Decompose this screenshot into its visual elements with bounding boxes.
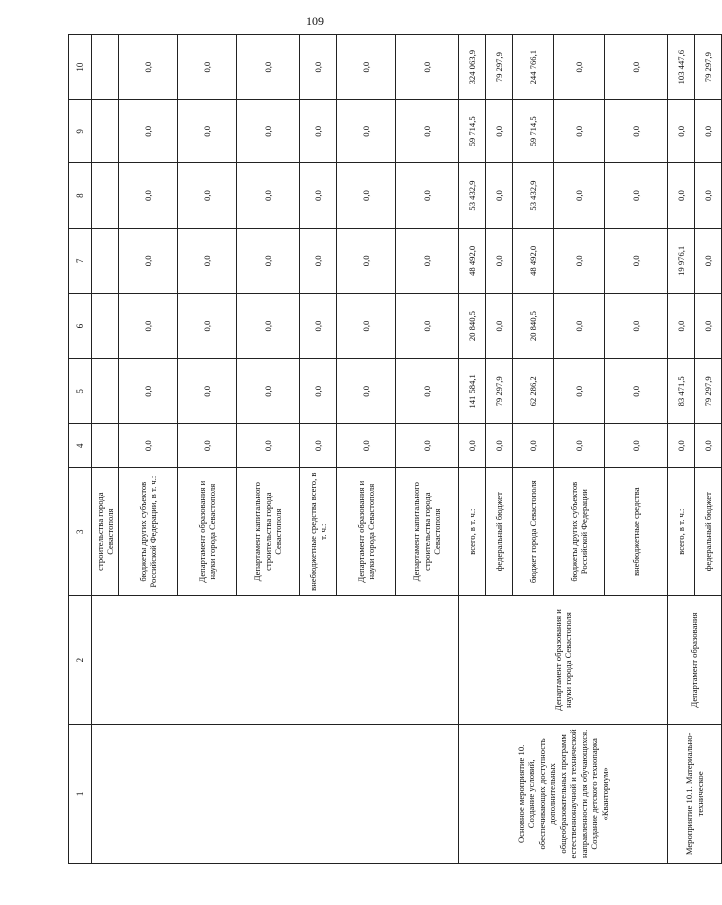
- value-cell: 0,0: [178, 163, 237, 228]
- value-cell: 0,0: [513, 424, 554, 468]
- value-cell: 0,0: [300, 359, 337, 424]
- value-cell: 0,0: [396, 228, 459, 293]
- header-cell: 3: [69, 468, 92, 596]
- table-row: [459, 35, 486, 864]
- value-cell: 0,0: [119, 359, 178, 424]
- source-cell: бюджеты других субъектов Российской Федерации: [554, 468, 605, 596]
- value-cell: 53 432,9: [459, 163, 486, 228]
- value-cell: 79 297,9: [695, 359, 722, 424]
- value-cell: 0,0: [605, 228, 668, 293]
- value-cell: [92, 359, 119, 424]
- rotated-table-container: [68, 34, 713, 864]
- source-cell: внебюджетные средства: [605, 468, 668, 596]
- source-cell: всего, в т. ч.:: [668, 468, 695, 596]
- value-cell: 0,0: [459, 424, 486, 468]
- header-row: [69, 35, 92, 864]
- header-cell: 9: [69, 100, 92, 163]
- value-cell: 0,0: [337, 424, 396, 468]
- value-cell: 0,0: [178, 228, 237, 293]
- value-cell: 0,0: [396, 359, 459, 424]
- value-cell: 0,0: [605, 359, 668, 424]
- value-cell: 324 063,9: [459, 35, 486, 100]
- value-cell: 0,0: [178, 100, 237, 163]
- value-cell: 0,0: [237, 359, 300, 424]
- header-cell: 10: [69, 35, 92, 100]
- value-cell: 0,0: [119, 293, 178, 358]
- value-cell: 0,0: [695, 100, 722, 163]
- value-cell: 0,0: [486, 163, 513, 228]
- value-cell: 0,0: [396, 293, 459, 358]
- source-cell: Департамент образования и науки города Севастополя: [178, 468, 237, 596]
- value-cell: 0,0: [337, 228, 396, 293]
- value-cell: 0,0: [337, 293, 396, 358]
- value-cell: 0,0: [337, 100, 396, 163]
- value-cell: 0,0: [119, 35, 178, 100]
- value-cell: 0,0: [300, 163, 337, 228]
- value-cell: 0,0: [237, 100, 300, 163]
- value-cell: 0,0: [119, 424, 178, 468]
- value-cell: 0,0: [605, 293, 668, 358]
- value-cell: 0,0: [668, 100, 695, 163]
- value-cell: 0,0: [396, 35, 459, 100]
- value-cell: 0,0: [337, 35, 396, 100]
- header-cell: 8: [69, 163, 92, 228]
- value-cell: 0,0: [668, 424, 695, 468]
- value-cell: 0,0: [237, 424, 300, 468]
- value-cell: 0,0: [178, 359, 237, 424]
- value-cell: 59 714,5: [459, 100, 486, 163]
- value-cell: 79 297,9: [695, 35, 722, 100]
- value-cell: 0,0: [396, 424, 459, 468]
- value-cell: 0,0: [486, 228, 513, 293]
- budget-table: [68, 34, 722, 864]
- value-cell: 0,0: [668, 293, 695, 358]
- value-cell: 0,0: [300, 424, 337, 468]
- value-cell: 0,0: [237, 228, 300, 293]
- value-cell: 48 492,0: [459, 228, 486, 293]
- value-cell: 0,0: [486, 293, 513, 358]
- value-cell: 0,0: [119, 228, 178, 293]
- table-row: [92, 35, 119, 864]
- source-cell: федеральный бюджет: [695, 468, 722, 596]
- value-cell: 19 976,1: [668, 228, 695, 293]
- source-cell: федеральный бюджет: [486, 468, 513, 596]
- value-cell: 20 840,5: [513, 293, 554, 358]
- value-cell: 103 447,6: [668, 35, 695, 100]
- header-cell: 6: [69, 293, 92, 358]
- value-cell: 0,0: [695, 228, 722, 293]
- value-cell: 79 297,9: [486, 359, 513, 424]
- value-cell: [92, 35, 119, 100]
- event-name-cell: Основное мероприятие 10. Создание условий, обеспечивающих доступность дополнительных общеобразовательных программ естественнонаучной и технической направленности для обучающихся. Создание детского технопарка «Кванториум»: [459, 724, 668, 863]
- source-cell: внебюджетные средства всего, в т. ч.:: [300, 468, 337, 596]
- value-cell: 0,0: [178, 35, 237, 100]
- value-cell: 20 840,5: [459, 293, 486, 358]
- value-cell: 0,0: [668, 163, 695, 228]
- value-cell: 83 471,5: [668, 359, 695, 424]
- executor-cell: Департамент образования и науки города Севастополя: [459, 596, 668, 724]
- value-cell: [92, 293, 119, 358]
- value-cell: [92, 163, 119, 228]
- executor-cell: [92, 596, 459, 724]
- value-cell: 0,0: [554, 293, 605, 358]
- value-cell: 0,0: [300, 100, 337, 163]
- executor-cell: Департамент образования: [668, 596, 722, 724]
- value-cell: 0,0: [605, 100, 668, 163]
- value-cell: 0,0: [300, 35, 337, 100]
- value-cell: 0,0: [554, 163, 605, 228]
- header-cell: 2: [69, 596, 92, 724]
- event-name-cell: Мероприятие 10.1. Материально-техническое: [668, 724, 722, 863]
- value-cell: 0,0: [237, 163, 300, 228]
- value-cell: 0,0: [178, 293, 237, 358]
- value-cell: 0,0: [695, 424, 722, 468]
- value-cell: 79 297,9: [486, 35, 513, 100]
- value-cell: 0,0: [486, 424, 513, 468]
- value-cell: 0,0: [237, 293, 300, 358]
- value-cell: 0,0: [119, 100, 178, 163]
- value-cell: 0,0: [605, 424, 668, 468]
- value-cell: 0,0: [178, 424, 237, 468]
- value-cell: 0,0: [554, 424, 605, 468]
- value-cell: 0,0: [486, 100, 513, 163]
- table-row: [668, 35, 695, 864]
- source-cell: Департамент капитального строительства города Севастополя: [396, 468, 459, 596]
- source-cell: Департамент капитального строительства города Севастополя: [237, 468, 300, 596]
- source-cell: строительства города Севастополя: [92, 468, 119, 596]
- page-number: 109: [306, 14, 324, 28]
- value-cell: 0,0: [337, 359, 396, 424]
- value-cell: 0,0: [695, 293, 722, 358]
- source-cell: всего, в т. ч.:: [459, 468, 486, 596]
- event-name-cell: [92, 724, 459, 863]
- value-cell: 0,0: [554, 359, 605, 424]
- value-cell: 0,0: [396, 163, 459, 228]
- value-cell: 0,0: [237, 35, 300, 100]
- value-cell: 0,0: [554, 35, 605, 100]
- value-cell: 141 584,1: [459, 359, 486, 424]
- source-cell: бюджет города Севастополя: [513, 468, 554, 596]
- value-cell: 48 492,0: [513, 228, 554, 293]
- header-cell: 5: [69, 359, 92, 424]
- header-cell: 7: [69, 228, 92, 293]
- value-cell: 0,0: [300, 228, 337, 293]
- source-cell: бюджеты других субъектов Российской Федерации, в т. ч.:: [119, 468, 178, 596]
- value-cell: [92, 424, 119, 468]
- value-cell: 0,0: [119, 163, 178, 228]
- value-cell: 0,0: [337, 163, 396, 228]
- value-cell: [92, 228, 119, 293]
- value-cell: 59 714,5: [513, 100, 554, 163]
- value-cell: 53 432,9: [513, 163, 554, 228]
- value-cell: 62 286,2: [513, 359, 554, 424]
- header-cell: 4: [69, 424, 92, 468]
- value-cell: 0,0: [605, 163, 668, 228]
- source-cell: Департамент образования и науки города Севастополя: [337, 468, 396, 596]
- value-cell: 0,0: [300, 293, 337, 358]
- value-cell: [92, 100, 119, 163]
- header-cell: 1: [69, 724, 92, 863]
- value-cell: 0,0: [554, 100, 605, 163]
- value-cell: 0,0: [396, 100, 459, 163]
- value-cell: 0,0: [695, 163, 722, 228]
- value-cell: 0,0: [554, 228, 605, 293]
- value-cell: 244 766,1: [513, 35, 554, 100]
- value-cell: 0,0: [605, 35, 668, 100]
